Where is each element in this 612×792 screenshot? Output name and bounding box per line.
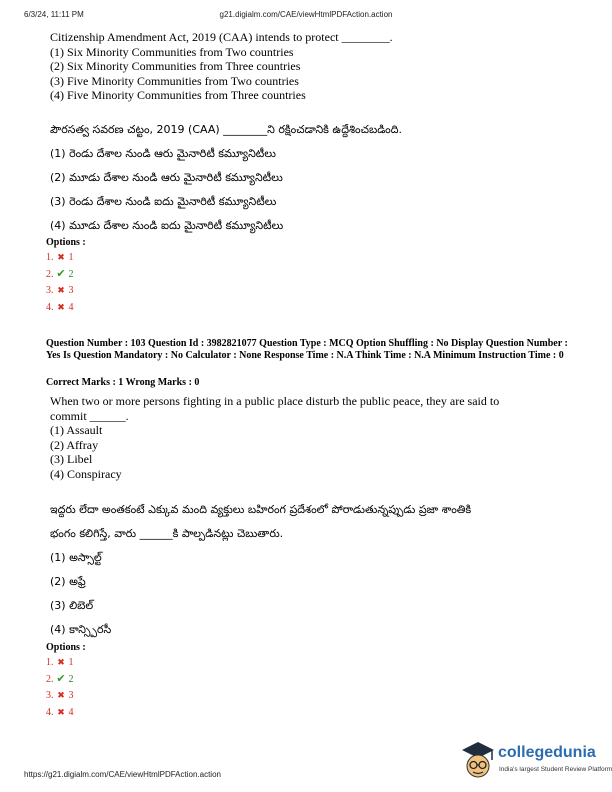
- q2-answer-4: [46, 704, 74, 721]
- answer-number: 4.: [46, 706, 54, 718]
- q1-answer-1: [46, 249, 74, 266]
- q2-telugu-question-line1: ఇద్దరు లేదా అంతకంటే ఎక్కువ మంది వ్యక్తులు బహిరంగ ప్రదేశంలో పోరాడుతున్నప్పుడు ప్రజా శాంతికి: [50, 503, 472, 516]
- cross-icon: ✖: [57, 690, 65, 700]
- cross-icon: ✖: [57, 285, 65, 295]
- q2-telugu-option-1: (1) అస్సాల్ట్: [50, 551, 102, 564]
- answer-value: 4: [68, 301, 74, 313]
- q1-options-title: Options :: [46, 237, 86, 248]
- q1-answer-2: [46, 266, 74, 283]
- answer-number: 3.: [46, 690, 54, 701]
- answer-number: 4.: [46, 301, 54, 313]
- collegedunia-logo: [458, 740, 612, 786]
- q2-answer-list: [46, 654, 74, 720]
- q2-options-title: Options :: [46, 642, 86, 653]
- q2-meta: Question Number : 103 Question Id : 3982821077 Question Type : MCQ Option Shuffling : No Display Question Number : Yes Is Question Mandatory : No Calculator : None Response Time : N.A Think Time : N.A Minimum Instruction Time : 0: [46, 338, 568, 361]
- print-datetime: 6/3/24, 11:11 PM: [24, 10, 84, 19]
- q1-telugu-option-3: (3) రెండు దేశాల నుండి ఐదు మైనారిటీ కమ్యూనిటీలు: [50, 195, 277, 208]
- q1-english-question: Citizenship Amendment Act, 2019 (CAA) intends to protect ________.: [50, 30, 393, 44]
- q2-english-option-4: (4) Conspiracy: [50, 466, 122, 481]
- print-url: g21.digialm.com/CAE/viewHtmlPDFAction.action: [219, 10, 393, 19]
- answer-value: 3: [68, 690, 74, 701]
- answer-value: 4: [68, 706, 74, 718]
- q2-telugu-option-2: (2) అఫ్రే: [50, 575, 86, 588]
- answer-value: 2: [68, 673, 74, 685]
- mascot-icon: [458, 740, 498, 784]
- answer-number: 2.: [46, 673, 54, 685]
- check-icon: ✔: [56, 672, 66, 685]
- q2-english-option-3: (3) Libel: [50, 452, 93, 466]
- q1-telugu-block: [50, 118, 402, 238]
- q2-english-question-line1: When two or more persons fighting in a public place disturb the public peace, they are said to: [50, 394, 500, 408]
- answer-number: 3.: [46, 285, 54, 296]
- answer-number: 2.: [46, 268, 54, 280]
- q1-telugu-option-1: (1) రెండు దేశాల నుండి ఆరు మైనారిటీ కమ్యూనిటీలు: [50, 147, 276, 160]
- check-icon: ✔: [56, 267, 66, 280]
- q1-telugu-option-4: (4) మూడు దేశాల నుండి ఐదు మైనారిటీ కమ్యూనిటీలు: [50, 219, 284, 232]
- q2-english-block: [50, 394, 499, 481]
- q2-english-question-line2: commit ______.: [50, 408, 129, 423]
- footer-url: https://g21.digialm.com/CAE/viewHtmlPDFAction.action: [24, 770, 221, 779]
- brand-name: collegedunia: [498, 744, 596, 761]
- q2-answer-2: [46, 671, 74, 688]
- q1-english-option-4: (4) Five Minority Communities from Three countries: [50, 88, 306, 102]
- q2-marks: Correct Marks : 1 Wrong Marks : 0: [46, 377, 200, 388]
- q2-telugu-question-line2: భంగం కలిగిస్తే, వారు ______కి పాల్పడినట్లు చెబుతారు.: [50, 527, 284, 540]
- q2-answer-3: [46, 687, 74, 704]
- q1-telugu-option-2: (2) మూడు దేశాల నుండి ఆరు మైనారిటీ కమ్యూనిటీలు: [50, 171, 283, 184]
- answer-number: 1.: [46, 252, 54, 263]
- cross-icon: ✖: [57, 657, 65, 667]
- q2-answer-1: [46, 654, 74, 671]
- q1-english-block: [50, 30, 393, 103]
- q1-telugu-question: పౌరసత్వ సవరణ చట్టం, 2019 (CAA) ________ని రక్షించడానికి ఉద్దేశించబడింది.: [50, 123, 403, 136]
- answer-value: 2: [68, 268, 74, 280]
- q2-english-option-1: (1) Assault: [50, 423, 103, 437]
- q1-english-option-2: (2) Six Minority Communities from Three countries: [50, 59, 301, 73]
- q2-telugu-option-3: (3) లిబెల్: [50, 599, 94, 612]
- q2-telugu-block: [50, 498, 471, 642]
- q1-english-option-1: (1) Six Minority Communities from Two countries: [50, 44, 294, 59]
- q2-telugu-option-4: (4) కాన్స్పిరసీ: [50, 623, 112, 636]
- answer-number: 1.: [46, 657, 54, 668]
- brand-tagline: India's largest Student Review Platform: [499, 766, 612, 773]
- cross-icon: ✖: [57, 706, 65, 717]
- answer-value: 3: [68, 285, 74, 296]
- cross-icon: ✖: [57, 301, 65, 312]
- q1-english-option-3: (3) Five Minority Communities from Two countries: [50, 73, 299, 88]
- answer-value: 1: [68, 657, 74, 668]
- q1-answer-3: [46, 282, 74, 299]
- q1-answer-4: [46, 299, 74, 316]
- cross-icon: ✖: [57, 252, 65, 262]
- q2-english-option-2: (2) Affray: [50, 437, 99, 452]
- q1-answer-list: [46, 249, 74, 315]
- answer-value: 1: [68, 252, 74, 263]
